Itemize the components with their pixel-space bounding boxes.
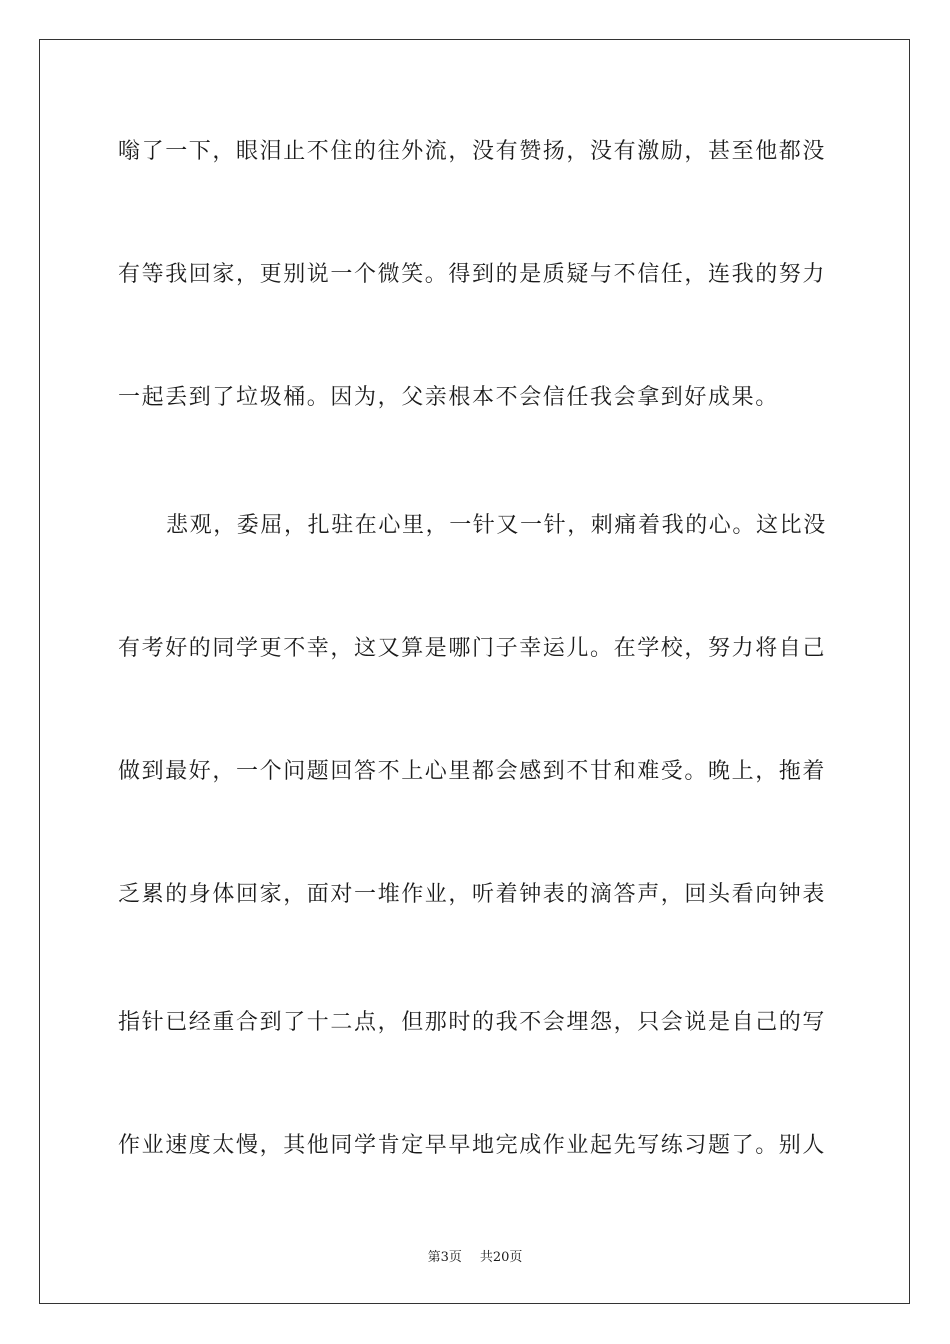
paragraph-first-line: 悲观，委屈，扎驻在心里，一针又一针，刺痛着我的心。这比没 (166, 513, 827, 538)
text-line: 一起丢到了垃圾桶。因为，父亲根本不会信任我会拿到好成果。 (118, 385, 779, 410)
text-line: 有等我回家，更别说一个微笑。得到的是质疑与不信任，连我的努力 (118, 262, 827, 287)
text-line: 作业速度太慢，其他同学肯定早早地完成作业起先写练习题了。别人 (118, 1133, 827, 1158)
page-border (39, 39, 910, 1304)
text-line: 做到最好，一个问题回答不上心里都会感到不甘和难受。晚上，拖着 (118, 759, 827, 784)
text-line: 嗡了一下，眼泪止不住的往外流，没有赞扬，没有激励，甚至他都没 (118, 139, 827, 164)
page-number: 第3页 (427, 1250, 462, 1265)
page-footer (0, 1249, 950, 1267)
text-line: 有考好的同学更不幸，这又算是哪门子幸运儿。在学校，努力将自己 (118, 636, 827, 661)
text-line: 乏累的身体回家，面对一堆作业，听着钟表的滴答声，回头看向钟表 (118, 882, 827, 907)
text-line: 指针已经重合到了十二点，但那时的我不会埋怨，只会说是自己的写 (118, 1010, 827, 1035)
page-total: 共20页 (479, 1250, 523, 1265)
